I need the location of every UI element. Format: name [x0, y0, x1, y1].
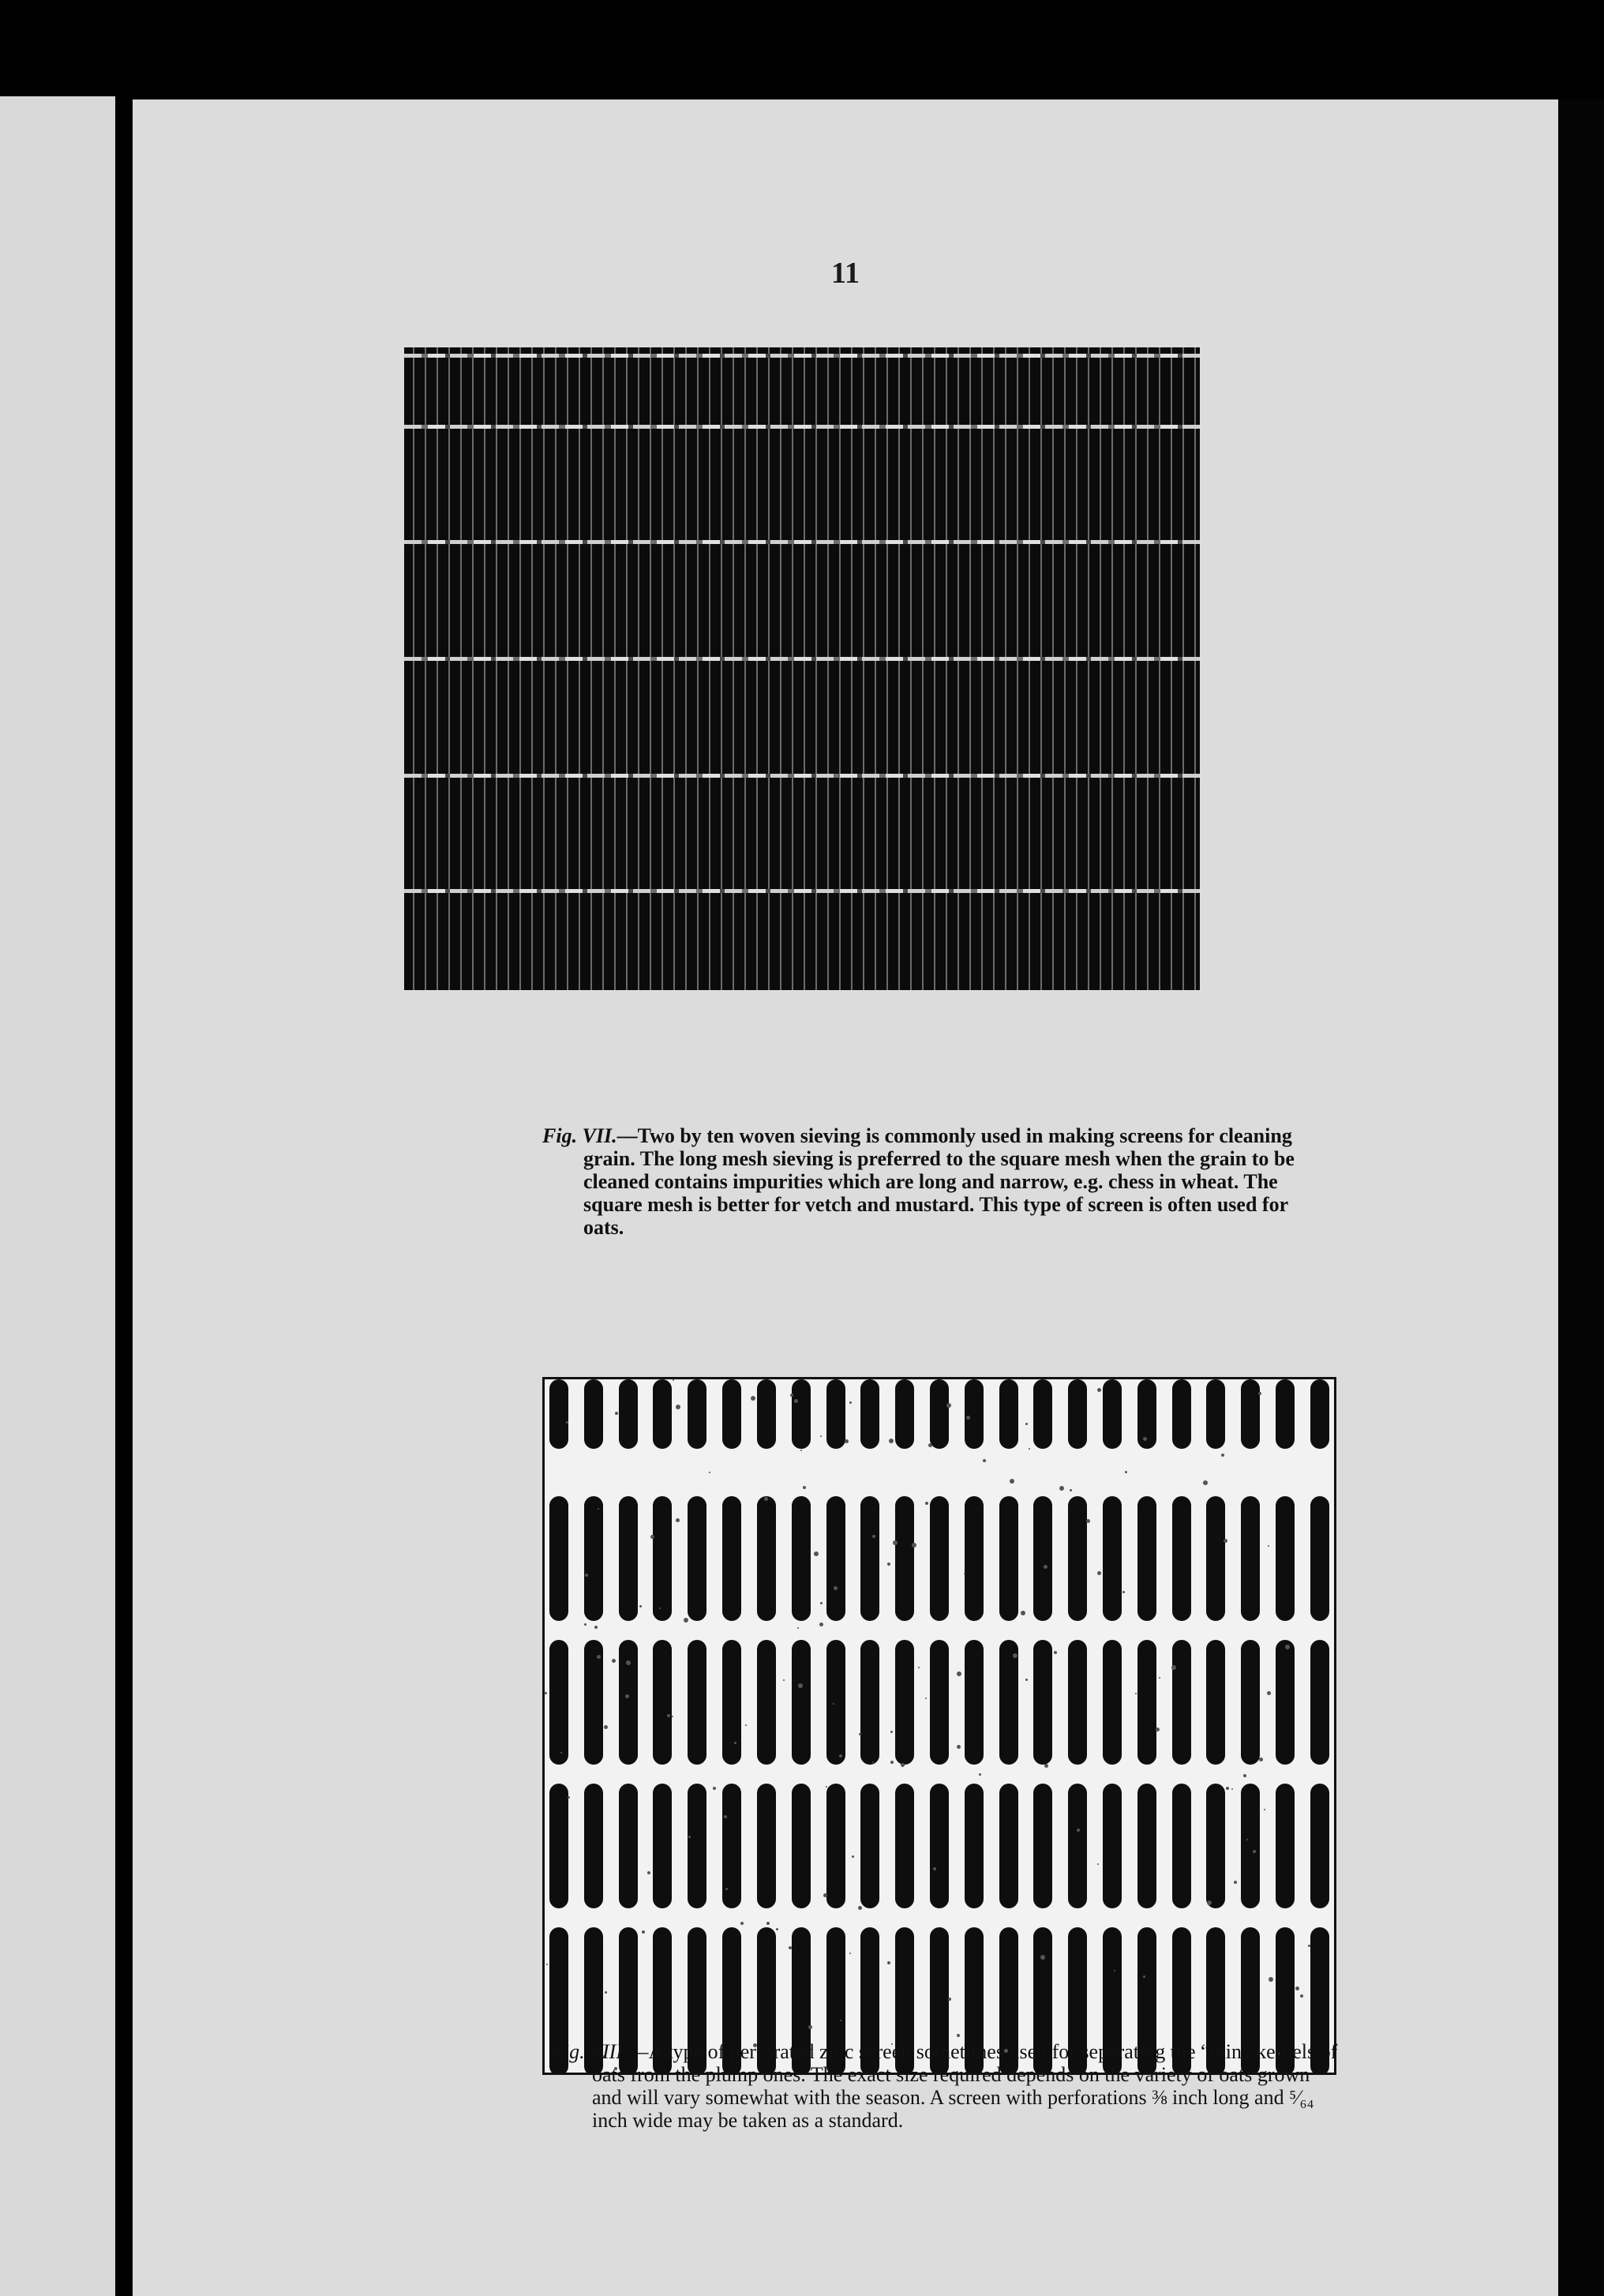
page-number: 11 — [831, 257, 860, 290]
perforation-slot — [826, 1640, 845, 1765]
surface-speck — [1013, 1653, 1017, 1658]
perforation-slot — [688, 1640, 706, 1765]
surface-speck — [1259, 1758, 1263, 1761]
perforation-slot — [1206, 1640, 1225, 1765]
surface-speck — [859, 1733, 861, 1735]
surface-speck — [820, 1602, 823, 1604]
perforation-slot — [1241, 1496, 1260, 1621]
perforation-slot — [792, 1379, 811, 1449]
perforation-slot — [1033, 1784, 1052, 1908]
surface-speck — [803, 1486, 806, 1489]
page-gutter — [115, 96, 131, 2296]
perforation-slot — [1137, 1784, 1156, 1908]
surface-speck — [820, 1435, 822, 1437]
perforation-slot — [757, 1379, 776, 1449]
perforation-slot — [1033, 1640, 1052, 1765]
surface-speck — [1029, 1448, 1030, 1450]
surface-speck — [966, 1416, 970, 1420]
surface-speck — [1077, 1829, 1080, 1832]
surface-speck — [672, 1716, 673, 1717]
perforation-slot — [1172, 1379, 1191, 1449]
surface-speck — [1231, 1788, 1233, 1790]
surface-speck — [1264, 1809, 1265, 1810]
surface-speck — [800, 1450, 802, 1451]
surface-speck — [957, 1671, 961, 1676]
surface-speck — [797, 1627, 799, 1629]
surface-speck — [1025, 1679, 1028, 1681]
perforation-slot — [653, 1784, 672, 1908]
surface-speck — [1097, 1863, 1099, 1865]
perforation-row — [545, 1640, 1334, 1765]
surface-speck — [901, 1763, 905, 1767]
perforation-slot — [619, 1784, 638, 1908]
surface-speck — [983, 1459, 986, 1462]
perforation-slot — [722, 1496, 741, 1621]
surface-speck — [957, 1745, 961, 1749]
perforation-slot — [1137, 1640, 1156, 1765]
perforation-slot — [1103, 1640, 1122, 1765]
surface-speck — [1097, 1571, 1101, 1575]
perforation-slot — [860, 1784, 879, 1908]
surface-speck — [545, 1692, 547, 1694]
surface-speck — [1122, 1591, 1125, 1593]
perforation-slot — [549, 1784, 568, 1908]
perforation-slot — [1103, 1496, 1122, 1621]
perforation-slot — [722, 1379, 741, 1449]
surface-speck — [625, 1694, 629, 1698]
perforation-slot — [965, 1496, 984, 1621]
surface-speck — [1086, 1519, 1090, 1523]
perforation-slot — [1172, 1640, 1191, 1765]
perforation-slot — [1206, 1784, 1225, 1908]
surface-speck — [597, 1655, 601, 1659]
surface-speck — [546, 1964, 548, 1965]
perforation-slot — [688, 1379, 706, 1449]
perforation-slot — [1206, 1496, 1225, 1621]
perforation-slot — [1276, 1496, 1295, 1621]
surface-speck — [890, 1761, 894, 1764]
surface-speck — [1285, 1645, 1290, 1649]
perforation-slot — [826, 1379, 845, 1449]
weft-wire — [404, 540, 1200, 544]
perforation-slot — [792, 1784, 811, 1908]
perforation-slot — [1241, 1640, 1260, 1765]
perforation-slot — [1310, 1640, 1329, 1765]
surface-speck — [964, 1573, 965, 1574]
surface-speck — [794, 1399, 798, 1403]
woven-sieve-photo — [404, 347, 1200, 990]
surface-speck — [659, 1608, 661, 1609]
surface-speck — [887, 1563, 890, 1566]
surface-speck — [604, 1725, 608, 1729]
perforation-slot — [930, 1496, 949, 1621]
perforation-slot — [1137, 1496, 1156, 1621]
surface-speck — [709, 1472, 710, 1473]
perforation-slot — [653, 1379, 672, 1449]
surface-speck — [979, 1773, 981, 1776]
surface-speck — [845, 1439, 849, 1443]
perforation-slot — [1068, 1379, 1087, 1449]
perforation-slot — [757, 1784, 776, 1908]
perforation-slot — [1068, 1640, 1087, 1765]
perforation-slot — [619, 1379, 638, 1449]
perforation-row — [545, 1379, 1334, 1449]
surface-speck — [584, 1623, 587, 1626]
figure-viii-caption — [551, 2040, 1344, 2132]
perforation-slot — [1068, 1496, 1087, 1621]
surface-speck — [647, 1871, 650, 1874]
surface-speck — [1114, 1970, 1115, 1971]
surface-speck — [872, 1761, 874, 1763]
perforation-slot — [1033, 1496, 1052, 1621]
surface-speck — [1059, 1486, 1064, 1491]
perforation-slot — [1310, 1784, 1329, 1908]
perforation-slot — [1206, 1379, 1225, 1449]
surface-speck — [1044, 1764, 1048, 1768]
surface-speck — [1269, 1977, 1273, 1982]
surface-speck — [676, 1405, 680, 1409]
surface-speck — [789, 1946, 792, 1949]
surface-speck — [684, 1618, 688, 1623]
perforation-slot — [792, 1496, 811, 1621]
surface-speck — [1125, 1471, 1127, 1473]
weft-wire — [404, 425, 1200, 429]
perforation-slot — [930, 1379, 949, 1449]
perforation-slot — [757, 1496, 776, 1621]
perforation-slot — [1276, 1379, 1295, 1449]
surface-speck — [833, 1703, 834, 1705]
perforation-slot — [826, 1784, 845, 1908]
perforation-slot — [895, 1784, 914, 1908]
perforation-slot — [930, 1640, 949, 1765]
surface-speck — [840, 2020, 841, 2021]
surface-speck — [713, 1787, 716, 1790]
surface-speck — [1143, 1437, 1147, 1441]
surface-speck — [1246, 1839, 1248, 1840]
surface-speck — [585, 1574, 588, 1577]
surface-speck — [1156, 1728, 1160, 1731]
surface-speck — [849, 1401, 852, 1404]
figure-viii-description: —A type of perforated zinc screen sometimes used for separating the “thin” kernels of oats from the plump ones. The exact size required depends on the variety of oats grown and will vary somewhat with the season. A screen with perforations ⅜ inch long and ⁵⁄₆₄ inch wide may be taken as a standard. — [592, 2040, 1338, 2132]
surface-speck — [889, 1439, 894, 1443]
surface-speck — [798, 1683, 803, 1688]
surface-speck — [808, 2025, 812, 2029]
surface-speck — [560, 1752, 562, 1754]
perforation-slot — [860, 1640, 879, 1765]
surface-speck — [642, 1930, 645, 1934]
surface-speck — [823, 1893, 827, 1897]
surface-speck — [790, 1394, 793, 1397]
surface-speck — [1253, 1850, 1256, 1853]
perforation-slot — [1172, 1784, 1191, 1908]
surface-speck — [1135, 1693, 1137, 1694]
weft-wire — [404, 657, 1200, 661]
perforation-slot — [619, 1496, 638, 1621]
surface-speck — [1221, 1454, 1224, 1457]
surface-speck — [1258, 1392, 1261, 1395]
perforation-slot — [999, 1640, 1018, 1765]
perforation-slot — [1241, 1784, 1260, 1908]
surface-speck — [890, 1731, 893, 1733]
scan-border — [1558, 99, 1604, 2296]
surface-speck — [1234, 1881, 1237, 1884]
perforation-slot — [584, 1496, 603, 1621]
perforation-slot — [1241, 1379, 1260, 1449]
perforation-slot — [1103, 1784, 1122, 1908]
surface-speck — [852, 1855, 854, 1858]
perforation-slot — [826, 1496, 845, 1621]
surface-speck — [957, 2034, 960, 2037]
figure-viii-caption-text — [551, 2040, 1344, 2132]
surface-speck — [819, 1623, 823, 1626]
perforation-slot — [619, 1640, 638, 1765]
surface-speck — [766, 1922, 770, 1925]
surface-speck — [1300, 1994, 1303, 1998]
perforation-slot — [965, 1784, 984, 1908]
perforation-row — [545, 1496, 1334, 1621]
surface-speck — [858, 1906, 862, 1910]
surface-speck — [688, 1836, 691, 1838]
surface-speck — [783, 1679, 785, 1681]
surface-speck — [1025, 1423, 1028, 1425]
surface-speck — [734, 1742, 736, 1744]
figure-vii-label: Fig. VII. — [542, 1124, 617, 1147]
surface-speck — [925, 1502, 928, 1505]
perforation-slot — [549, 1640, 568, 1765]
surface-speck — [1159, 1677, 1160, 1679]
surface-speck — [615, 1412, 618, 1415]
perforation-slot — [1033, 1379, 1052, 1449]
surface-speck — [598, 1508, 599, 1510]
surface-speck — [814, 1551, 819, 1556]
weft-wire — [404, 354, 1200, 358]
perforation-slot — [722, 1640, 741, 1765]
surface-speck — [667, 1714, 670, 1717]
surface-speck — [676, 1518, 680, 1522]
perforation-slot — [860, 1496, 879, 1621]
surface-speck — [1171, 1665, 1176, 1670]
surface-speck — [650, 1535, 654, 1539]
perforation-slot — [930, 1784, 949, 1908]
perforation-slot — [653, 1640, 672, 1765]
surface-speck — [928, 1443, 932, 1447]
surface-speck — [594, 1626, 598, 1629]
surface-speck — [673, 1379, 674, 1381]
surface-speck — [605, 1991, 607, 1994]
surface-speck — [566, 1421, 568, 1424]
surface-speck — [626, 1660, 631, 1665]
weft-wire — [404, 774, 1200, 778]
surface-speck — [1243, 1774, 1246, 1777]
perforation-slot — [1310, 1496, 1329, 1621]
figure-vii-description: —Two by ten woven sieving is commonly used in making screens for cleaning grain. The long mesh sieving is preferred to the square mesh when the grain to be cleaned contains impurities which are long and narrow, e.g. chess in wheat. The square mesh is better for vetch and mustard. This type of screen is often used for oats. — [583, 1124, 1295, 1239]
perforation-slot — [757, 1640, 776, 1765]
surface-speck — [826, 1786, 827, 1788]
surface-speck — [893, 1540, 898, 1545]
perforated-zinc-photo — [542, 1377, 1336, 2075]
perforation-slot — [895, 1379, 914, 1449]
surface-speck — [612, 1659, 616, 1663]
surface-speck — [1308, 1945, 1310, 1947]
perforation-slot — [1068, 1784, 1087, 1908]
perforation-slot — [1276, 1784, 1295, 1908]
perforation-slot — [688, 1496, 706, 1621]
perforation-slot — [584, 1784, 603, 1908]
surface-speck — [912, 1543, 916, 1548]
perforation-slot — [584, 1379, 603, 1449]
surface-speck — [1224, 1539, 1227, 1543]
perforation-slot — [1172, 1496, 1191, 1621]
surface-speck — [1143, 1975, 1145, 1978]
surface-speck — [1097, 1388, 1101, 1392]
perforation-slot — [549, 1496, 568, 1621]
surface-speck — [1021, 1611, 1025, 1615]
surface-speck — [834, 1586, 838, 1590]
surface-speck — [946, 1403, 951, 1408]
perforation-row — [545, 1784, 1334, 1908]
surface-speck — [724, 1815, 727, 1818]
surface-speck — [751, 1396, 755, 1401]
figure-vii-caption — [542, 1124, 1332, 1239]
surface-speck — [1267, 1691, 1271, 1695]
figure-viii-label: Fig. VIII. — [551, 2040, 628, 2063]
surface-speck — [639, 1605, 642, 1608]
perforation-slot — [999, 1784, 1018, 1908]
perforation-slot — [965, 1379, 984, 1449]
surface-speck — [1054, 1651, 1057, 1654]
surface-speck — [725, 1888, 728, 1890]
surface-speck — [1203, 1480, 1208, 1485]
surface-speck — [1226, 1787, 1229, 1790]
perforation-slot — [549, 1379, 568, 1449]
surface-speck — [745, 1724, 747, 1726]
perforation-slot — [1276, 1640, 1295, 1765]
weft-wire — [404, 889, 1200, 893]
surface-speck — [776, 1928, 778, 1930]
surface-speck — [849, 1953, 851, 1954]
perforation-slot — [1103, 1379, 1122, 1449]
surface-speck — [918, 1667, 920, 1668]
book-page — [133, 99, 1558, 2296]
surface-speck — [1044, 1565, 1047, 1569]
surface-speck — [887, 1961, 890, 1964]
perforation-slot — [688, 1784, 706, 1908]
perforation-slot — [895, 1496, 914, 1621]
perforation-slot — [895, 1640, 914, 1765]
figure-vii-caption-text — [542, 1124, 1332, 1239]
perforation-slot — [999, 1496, 1018, 1621]
surface-speck — [872, 1535, 875, 1538]
perforation-slot — [965, 1640, 984, 1765]
surface-speck — [740, 1922, 744, 1925]
surface-speck — [839, 1754, 842, 1758]
perforation-slot — [1310, 1379, 1329, 1449]
surface-speck — [1268, 1545, 1269, 1547]
surface-speck — [948, 1998, 951, 2001]
facing-page-edge — [0, 96, 115, 2296]
surface-speck — [933, 1867, 936, 1870]
surface-speck — [1207, 1900, 1212, 1905]
perforation-slot — [792, 1640, 811, 1765]
surface-speck — [1040, 1955, 1045, 1960]
surface-speck — [568, 1796, 570, 1799]
surface-speck — [1295, 1986, 1299, 1990]
surface-speck — [925, 1698, 927, 1699]
perforation-slot — [860, 1379, 879, 1449]
perforation-slot — [999, 1379, 1018, 1449]
surface-speck — [1010, 1479, 1014, 1484]
perforation-slot — [653, 1496, 672, 1621]
surface-speck — [1070, 1489, 1072, 1491]
perforation-slot — [584, 1640, 603, 1765]
surface-speck — [764, 1497, 768, 1501]
